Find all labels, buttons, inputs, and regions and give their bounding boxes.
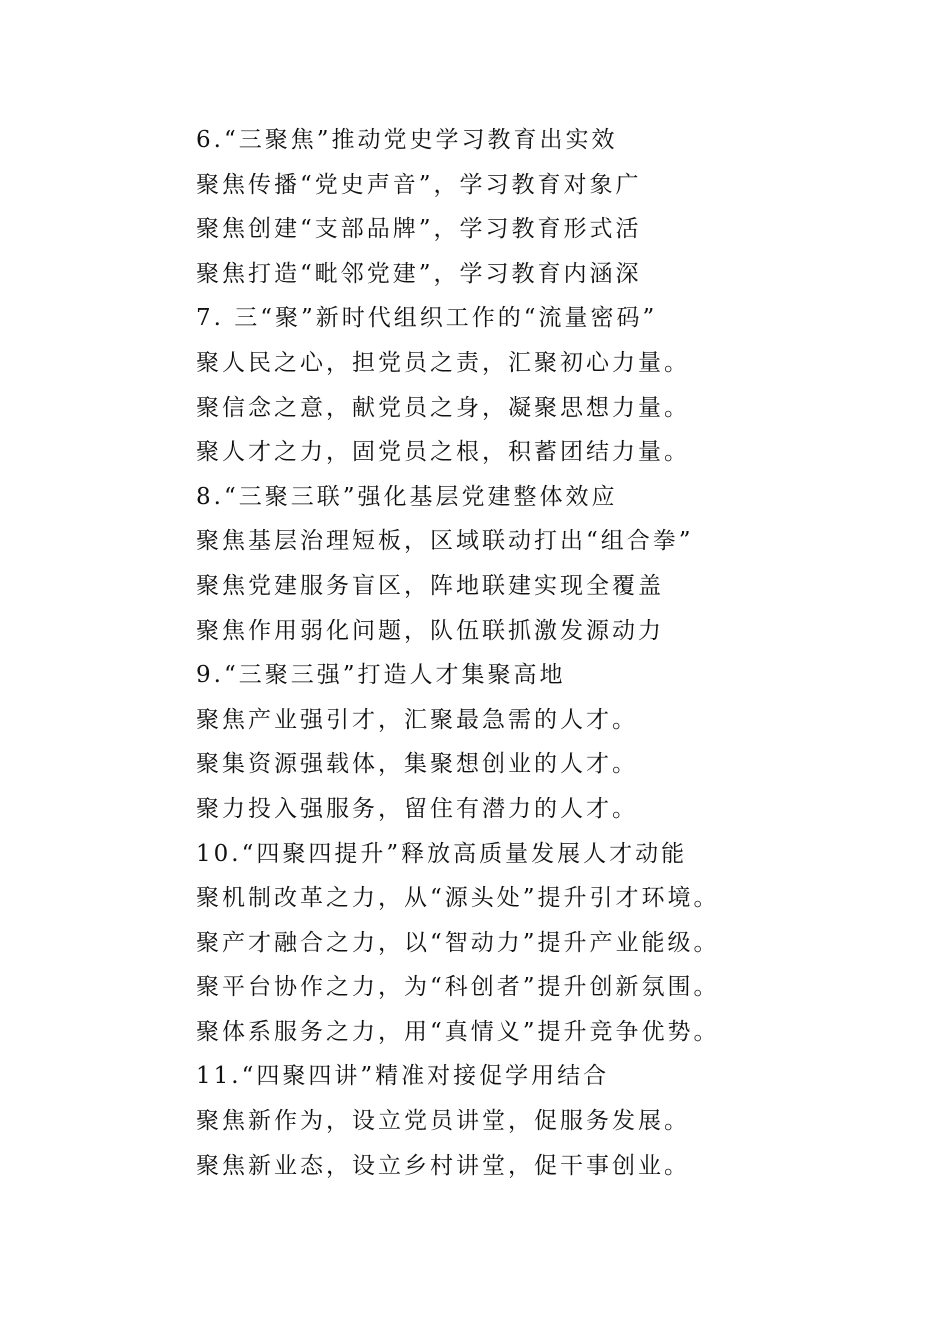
heading-11: 11.“四聚四讲”精准对接促学用结合: [196, 1063, 610, 1090]
text-line: 聚焦党建服务盲区，阵地联建实现全覆盖: [196, 572, 664, 599]
text-line: 聚人民之心，担党员之责，汇聚初心力量。: [196, 349, 690, 376]
document-body: [196, 118, 816, 1188]
text-line: 聚体系服务之力，用“真情义”提升竞争优势。: [196, 1018, 720, 1045]
heading-9: 9.“三聚三强”打造人才集聚高地: [196, 662, 566, 689]
text-line: 聚信念之意，献党员之身，凝聚思想力量。: [196, 394, 690, 421]
text-line: 聚产才融合之力，以“智动力”提升产业能级。: [196, 929, 720, 956]
text-line: 聚焦作用弱化问题，队伍联抓激发源动力: [196, 617, 664, 644]
text-line: 聚焦打造“毗邻党建”，学习教育内涵深: [196, 260, 642, 287]
text-line: 聚机制改革之力，从“源头处”提升引才环境。: [196, 885, 720, 912]
heading-6: 6.“三聚焦”推动党史学习教育出实效: [196, 127, 618, 153]
heading-10: 10.“四聚四提升”释放高质量发展人才动能: [196, 840, 688, 867]
text-line: 聚平台协作之力，为“科创者”提升创新氛围。: [196, 974, 720, 1001]
heading-7: 7. 三“聚”新时代组织工作的“流量密码”: [196, 305, 658, 332]
text-line: 聚集资源强载体，集聚想创业的人才。: [196, 751, 638, 778]
text-line: 聚焦产业强引才，汇聚最急需的人才。: [196, 706, 638, 733]
text-line: 聚焦创建“支部品牌”，学习教育形式活: [196, 216, 642, 243]
text-line: 聚人才之力，固党员之根，积蓄团结力量。: [196, 439, 690, 466]
text-line: 聚焦新业态，设立乡村讲堂，促干事创业。: [196, 1152, 690, 1179]
text-line: 聚力投入强服务，留住有潜力的人才。: [196, 795, 638, 822]
text-line: 聚焦新作为，设立党员讲堂，促服务发展。: [196, 1108, 690, 1135]
heading-8: 8.“三聚三联”强化基层党建整体效应: [196, 483, 618, 510]
text-line: 聚焦基层治理短板，区域联动打出“组合拳”: [196, 528, 694, 555]
text-line: 聚焦传播“党史声音”，学习教育对象广: [196, 171, 642, 198]
